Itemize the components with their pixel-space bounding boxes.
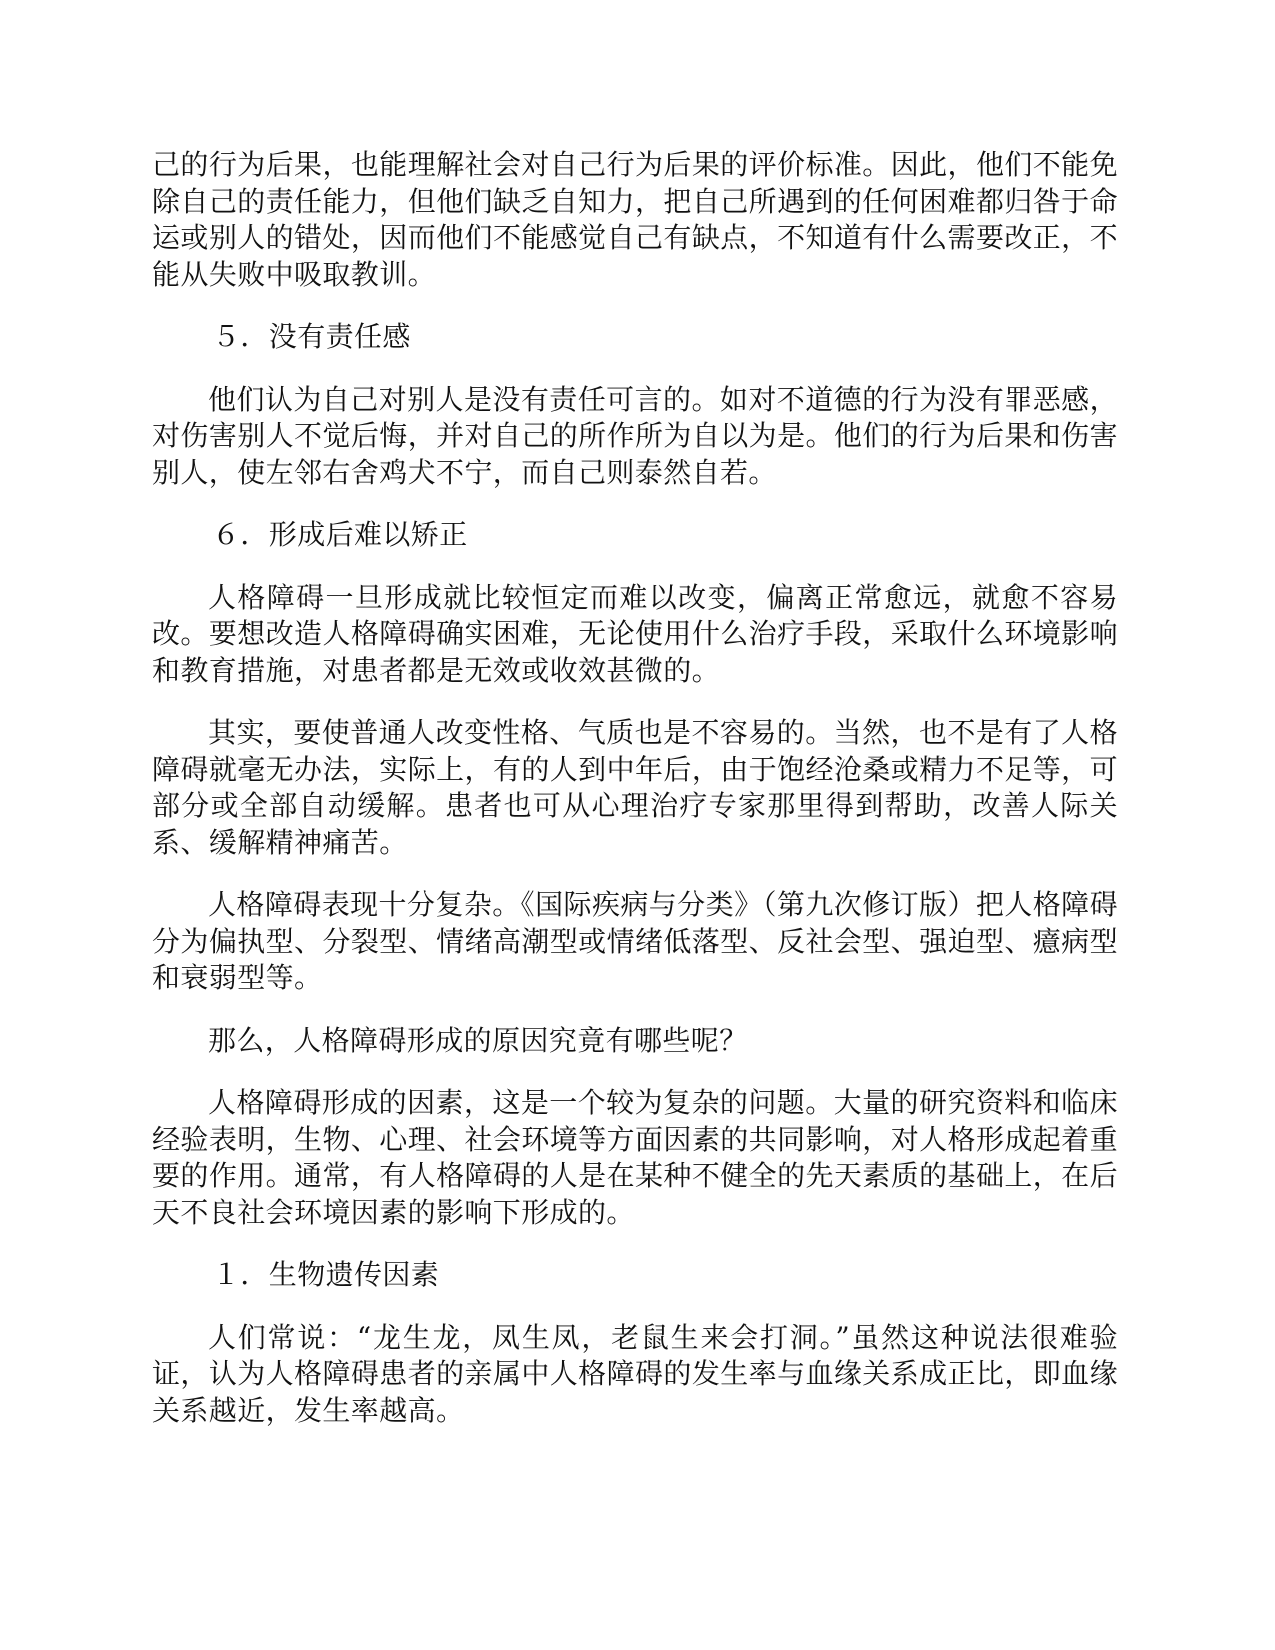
section-heading-hard-to-correct: ６．形成后难以矫正 <box>212 518 468 551</box>
paragraph-continuation: 己的行为后果，也能理解社会对自己行为后果的评价标准。因此，他们不能免除自己的责任能力，但他们缺乏自知力，把自己所遇到的任何困难都归咎于命运或别人的错处，因而他们不能感觉自己有缺点，不知道有什么需要改正，不能从失败中吸取教训。 <box>152 148 1118 291</box>
paragraph-hard-to-correct: 人格障碍一旦形成就比较恒定而难以改变，偏离正常愈远，就愈不容易改。要想改造人格障碍确实困难，无论使用什么治疗手段，采取什么环境影响和教育措施，对患者都是无效或收效甚微的。 <box>152 580 1118 687</box>
document-body <box>152 147 1118 1455</box>
paragraph-no-responsibility: 他们认为自己对别人是没有责任可言的。如对不道德的行为没有罪恶感，对伤害别人不觉后悔，并对自己的所作所为自以为是。他们的行为后果和伤害别人，使左邻右舍鸡犬不宁，而自己则泰然自若。 <box>152 382 1118 489</box>
paragraph-question: 那么，人格障碍形成的原因究竟有哪些呢？ <box>208 1023 748 1057</box>
section-heading-no-responsibility: ５．没有责任感 <box>212 320 411 353</box>
paragraph-causes: 人格障碍形成的因素，这是一个较为复杂的问题。大量的研究资料和临床经验表明，生物、心理、社会环境等方面因素的共同影响，对人格形成起着重要的作用。通常，有人格障碍的人是在某种不健全的先天素质的基础上，在后天不良社会环境因素的影响下形成的。 <box>152 1086 1118 1229</box>
paragraph-remission: 其实，要使普通人改变性格、气质也是不容易的。当然，也不是有了人格障碍就毫无办法，实际上，有的人到中年后，由于饱经沧桑或精力不足等，可部分或全部自动缓解。患者也可从心理治疗专家那里得到帮助，改善人际关系、缓解精神痛苦。 <box>152 716 1118 859</box>
paragraph-classification: 人格障碍表现十分复杂。《国际疾病与分类》（第九次修订版）把人格障碍分为偏执型、分裂型、情绪高潮型或情绪低落型、反社会型、强迫型、癔病型和衰弱型等。 <box>152 888 1118 994</box>
paragraph-genetic-factors: 人们常说：“龙生龙，凤生凤，老鼠生来会打洞。”虽然这种说法很难验证，认为人格障碍患者的亲属中人格障碍的发生率与血缘关系成正比，即血缘关系越近，发生率越高。 <box>152 1320 1118 1427</box>
section-heading-genetic-factors: １．生物遗传因素 <box>212 1258 440 1291</box>
